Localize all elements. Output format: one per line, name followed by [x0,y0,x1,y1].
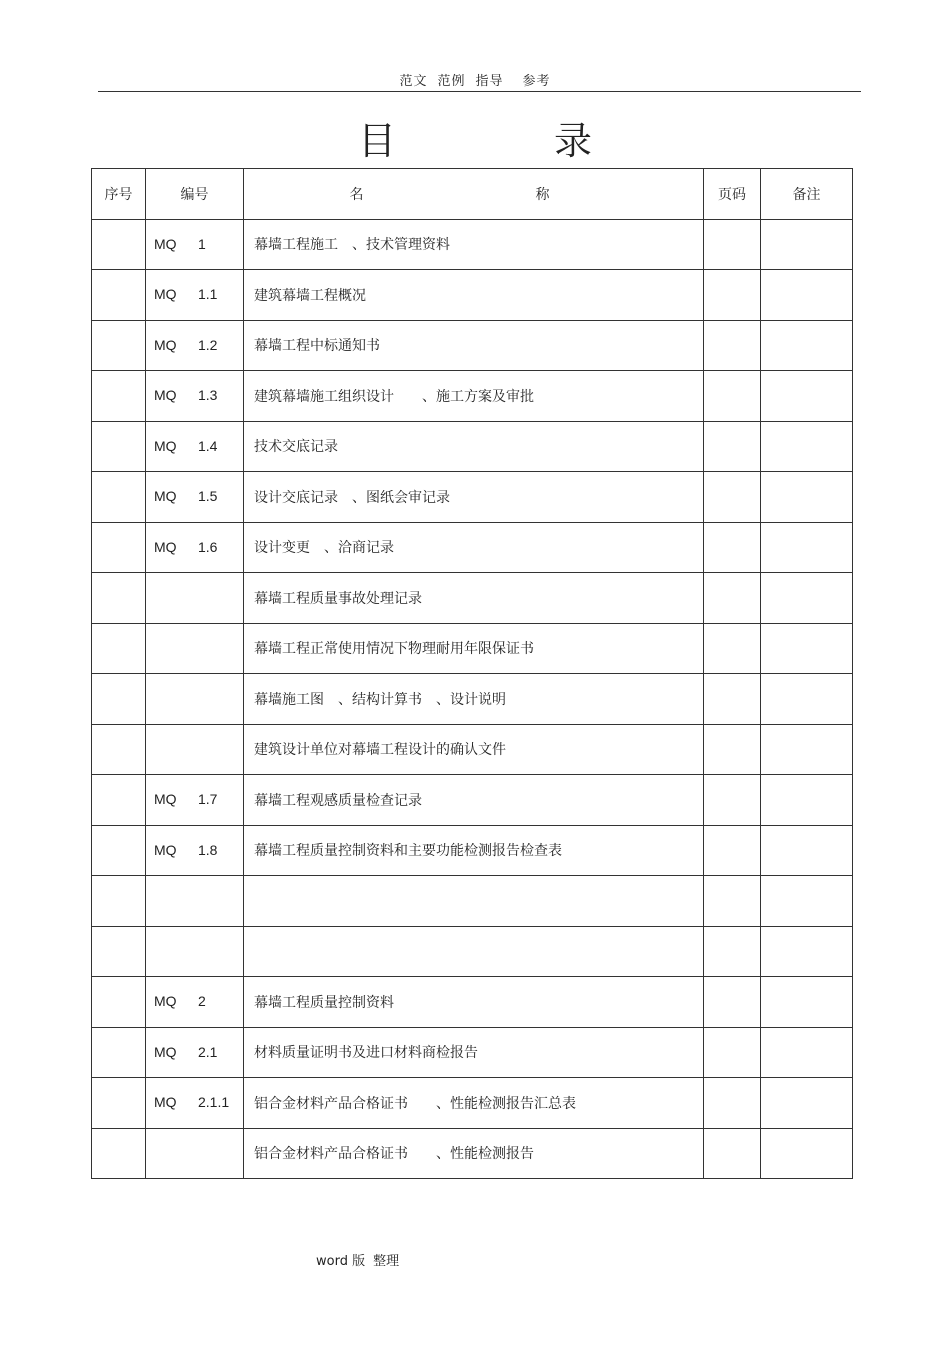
col-header-page: 页码 [704,169,761,220]
cell-remark [761,270,853,321]
cell-remark [761,1078,853,1129]
cell-remark [761,320,853,371]
table-header-row [92,169,853,220]
table-row [92,926,853,977]
header-word: 指导 [475,74,504,89]
cell-remark [761,623,853,674]
cell-seq [92,623,146,674]
cell-seq [92,775,146,826]
cell-name: 建筑幕墙工程概况 [244,270,704,321]
cell-remark [761,371,853,422]
cell-code [146,270,244,321]
cell-remark [761,876,853,927]
cell-name: 幕墙施工图 、结构计算书 、设计说明 [244,674,704,725]
cell-seq [92,522,146,573]
cell-seq [92,674,146,725]
cell-code [146,825,244,876]
footer-word: word 版 [316,1254,366,1269]
table-row [92,977,853,1028]
cell-code [146,977,244,1028]
cell-code [146,674,244,725]
cell-remark [761,674,853,725]
table-row [92,270,853,321]
header-word: 范例 [437,74,466,89]
cell-code [146,724,244,775]
cell-page [704,724,761,775]
code-number: 2.1.1 [198,1094,230,1111]
cell-seq [92,371,146,422]
table-row [92,320,853,371]
code-number: 1.6 [198,538,218,555]
cell-remark [761,1128,853,1179]
table-row [92,522,853,573]
page-title: 目 录 [357,119,652,163]
code-prefix: MQ [154,235,177,252]
table-row [92,573,853,624]
cell-seq [92,825,146,876]
cell-code [146,1027,244,1078]
cell-name [244,926,704,977]
cell-code [146,421,244,472]
cell-page [704,573,761,624]
cell-name: 幕墙工程中标通知书 [244,320,704,371]
cell-code [146,926,244,977]
cell-code [146,876,244,927]
toc-body [92,219,853,1179]
code-prefix: MQ [154,841,177,858]
cell-name: 铝合金材料产品合格证书 、性能检测报告汇总表 [244,1078,704,1129]
cell-code [146,320,244,371]
code-number: 1 [198,235,206,252]
cell-remark [761,522,853,573]
cell-seq [92,421,146,472]
cell-name: 幕墙工程正常使用情况下物理耐用年限保证书 [244,623,704,674]
code-prefix: MQ [154,488,177,505]
cell-name: 技术交底记录 [244,421,704,472]
cell-remark [761,472,853,523]
col-header-name: 名 称 [244,169,704,220]
table-row [92,371,853,422]
table-row [92,472,853,523]
cell-seq [92,926,146,977]
table-row [92,219,853,270]
cell-remark [761,825,853,876]
cell-name: 幕墙工程质量事故处理记录 [244,573,704,624]
page-header [0,70,950,89]
cell-page [704,320,761,371]
table-row [92,825,853,876]
cell-code [146,573,244,624]
code-prefix: MQ [154,1043,177,1060]
cell-page [704,371,761,422]
cell-remark [761,421,853,472]
cell-page [704,1027,761,1078]
code-prefix: MQ [154,387,177,404]
table-row [92,623,853,674]
cell-seq [92,219,146,270]
cell-remark [761,573,853,624]
table-row [92,1128,853,1179]
cell-seq [92,977,146,1028]
page-footer [316,1250,407,1269]
cell-seq [92,270,146,321]
code-prefix: MQ [154,1094,177,1111]
col-header-seq: 序号 [92,169,146,220]
cell-code [146,623,244,674]
code-number: 1.8 [198,841,218,858]
cell-name: 幕墙工程施工 、技术管理资料 [244,219,704,270]
cell-seq [92,1078,146,1129]
table-row [92,724,853,775]
table-row [92,674,853,725]
cell-page [704,926,761,977]
cell-code [146,219,244,270]
cell-page [704,876,761,927]
cell-page [704,522,761,573]
cell-seq [92,472,146,523]
cell-page [704,825,761,876]
cell-name: 建筑设计单位对幕墙工程设计的确认文件 [244,724,704,775]
code-number: 1.4 [198,437,218,454]
cell-code [146,472,244,523]
cell-page [704,775,761,826]
code-prefix: MQ [154,437,177,454]
cell-page [704,270,761,321]
cell-code [146,1128,244,1179]
cell-seq [92,876,146,927]
cell-page [704,1078,761,1129]
cell-seq [92,320,146,371]
header-word: 范文 [399,74,428,89]
table-row [92,1078,853,1129]
header-divider [98,91,861,92]
cell-name [244,876,704,927]
cell-page [704,674,761,725]
cell-remark [761,219,853,270]
toc-table [91,168,853,1179]
cell-remark [761,724,853,775]
cell-code [146,1078,244,1129]
cell-code [146,522,244,573]
code-number: 1.7 [198,791,218,808]
cell-name: 幕墙工程质量控制资料 [244,977,704,1028]
code-prefix: MQ [154,791,177,808]
cell-remark [761,977,853,1028]
cell-seq [92,724,146,775]
cell-page [704,623,761,674]
table-row [92,1027,853,1078]
cell-seq [92,1027,146,1078]
cell-remark [761,926,853,977]
table-row [92,876,853,927]
cell-seq [92,1128,146,1179]
cell-page [704,472,761,523]
col-header-code: 编号 [146,169,244,220]
cell-page [704,219,761,270]
cell-name: 幕墙工程质量控制资料和主要功能检测报告检查表 [244,825,704,876]
cell-name: 铝合金材料产品合格证书 、性能检测报告 [244,1128,704,1179]
header-word: 参考 [522,74,551,89]
cell-page [704,1128,761,1179]
footer-word: 整理 [373,1254,400,1269]
code-number: 1.1 [198,286,218,303]
code-prefix: MQ [154,286,177,303]
code-prefix: MQ [154,538,177,555]
cell-name: 设计变更 、洽商记录 [244,522,704,573]
cell-remark [761,1027,853,1078]
cell-name: 幕墙工程观感质量检查记录 [244,775,704,826]
cell-remark [761,775,853,826]
code-number: 2 [198,993,206,1010]
col-header-remark: 备注 [761,169,853,220]
code-number: 1.5 [198,488,218,505]
code-prefix: MQ [154,993,177,1010]
cell-page [704,421,761,472]
cell-seq [92,573,146,624]
cell-code [146,775,244,826]
cell-name: 建筑幕墙施工组织设计 、施工方案及审批 [244,371,704,422]
cell-name: 材料质量证明书及进口材料商检报告 [244,1027,704,1078]
cell-name: 设计交底记录 、图纸会审记录 [244,472,704,523]
cell-page [704,977,761,1028]
table-row [92,421,853,472]
code-prefix: MQ [154,336,177,353]
table-row [92,775,853,826]
cell-code [146,371,244,422]
code-number: 2.1 [198,1043,218,1060]
code-number: 1.2 [198,336,218,353]
code-number: 1.3 [198,387,218,404]
